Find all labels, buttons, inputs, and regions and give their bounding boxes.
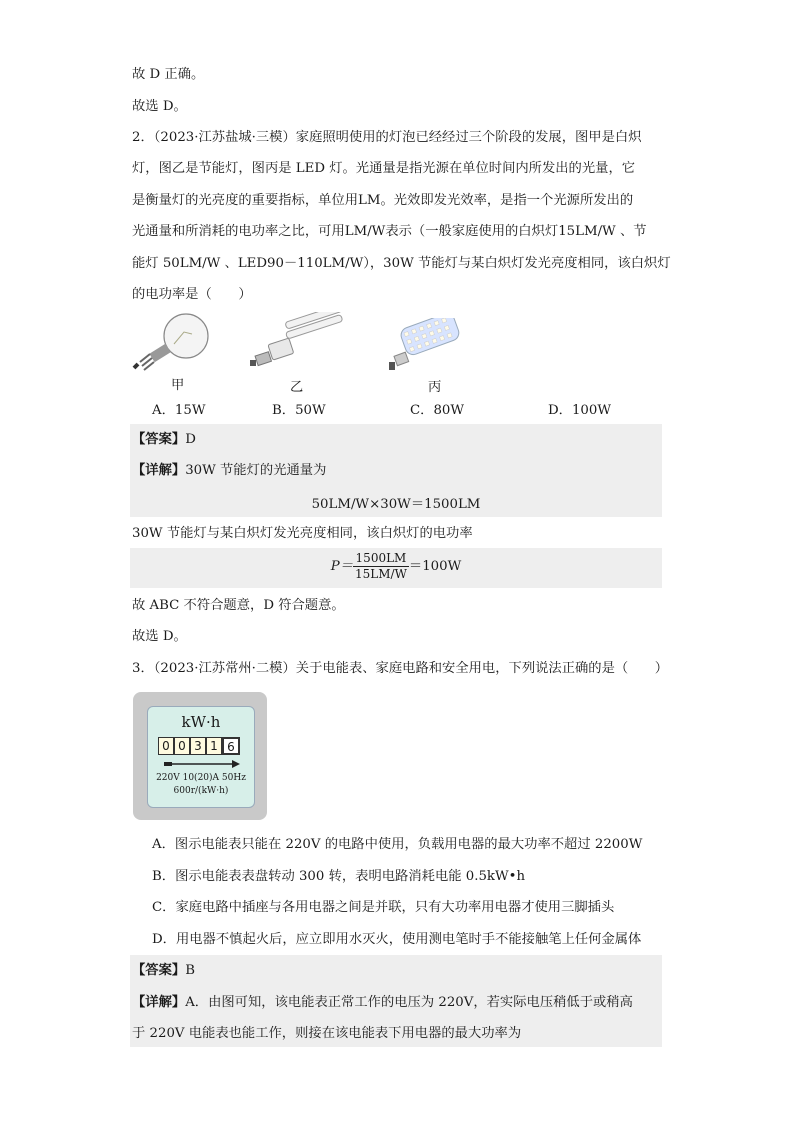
conclusion-line: 故 ABC 不符合题意，D 符合题意。 bbox=[132, 598, 345, 613]
q3-detail-line bbox=[132, 994, 633, 1012]
q3-answer-label: 【答案】 bbox=[132, 963, 186, 978]
text-line: 故 D 正确。 bbox=[132, 67, 205, 82]
equation-2-rhs: ＝100W bbox=[408, 559, 462, 574]
answer-label: 【答案】 bbox=[132, 432, 186, 447]
detail-line bbox=[132, 462, 326, 480]
option-b: B．50W bbox=[272, 403, 326, 418]
q3-option-c: C．家庭电路中插座与各用电器之间是并联，只有大功率用电器才使用三脚插头 bbox=[152, 900, 615, 915]
meter-digit: 0 bbox=[158, 737, 174, 755]
question-2-stem: 2．（2023·江苏盐城·三模）家庭照明使用的灯泡已经经过三个阶段的发展，图甲是白炽 bbox=[132, 130, 642, 145]
caption-bing: 丙 bbox=[428, 380, 442, 395]
detail-line-2: 30W 节能灯与某白炽灯发光亮度相同，该白炽灯的电功率 bbox=[132, 526, 473, 541]
meter-arrow-icon bbox=[162, 759, 242, 769]
caption-jia: 甲 bbox=[171, 378, 185, 393]
option-d: D．100W bbox=[548, 403, 612, 418]
q3-answer-line bbox=[132, 962, 195, 980]
meter-digits bbox=[158, 737, 240, 755]
fraction bbox=[353, 551, 409, 582]
equation-1: 50LM/W×30W＝1500LM bbox=[311, 497, 481, 512]
q3-answer-value: B bbox=[185, 963, 195, 978]
question-2-stem: 的电功率是（ ） bbox=[132, 287, 252, 302]
fraction-denominator: 15LM/W bbox=[355, 567, 407, 581]
question-2-stem: 光通量和所消耗的电功率之比，可用LM/W表示（一般家庭使用的白炽灯15LM/W 、节 bbox=[132, 224, 647, 239]
caption-yi: 乙 bbox=[290, 380, 304, 395]
q3-option-d: D．用电器不慎起火后，应立即用水灭火，使用测电笔时手不能接触笔上任何金属体 bbox=[152, 932, 642, 947]
meter-unit: kW·h bbox=[181, 713, 221, 731]
led-bulb-image bbox=[385, 318, 465, 374]
question-2-stem: 灯，图乙是节能灯，图丙是 LED 灯。光通量是指光源在单位时间内所发出的光量，它 bbox=[132, 161, 636, 176]
electric-meter-image bbox=[133, 692, 267, 820]
answer-value: D bbox=[185, 432, 196, 447]
answer-line bbox=[132, 431, 196, 449]
meter-digit: 6 bbox=[222, 737, 240, 755]
q3-detail-label: 【详解】 bbox=[132, 995, 186, 1010]
meter-spec-1: 220V 10(20)A 50Hz bbox=[156, 773, 246, 783]
question-3-stem: 3．（2023·江苏常州·二模）关于电能表、家庭电路和安全用电，下列说法正确的是（ ） bbox=[132, 661, 669, 676]
meter-spec-2: 600r/(kW·h) bbox=[173, 786, 229, 796]
choose-line: 故选 D。 bbox=[132, 629, 187, 644]
text-line: 故选 D。 bbox=[132, 99, 187, 114]
meter-digit: 3 bbox=[190, 737, 206, 755]
meter-digit: 0 bbox=[174, 737, 190, 755]
q3-option-a: A．图示电能表只能在 220V 的电路中使用，负载用电器的最大功率不超过 2200W bbox=[152, 837, 643, 852]
meter-digit: 1 bbox=[206, 737, 222, 755]
option-a: A．15W bbox=[152, 403, 206, 418]
meter-face bbox=[147, 706, 255, 808]
q3-option-b: B．图示电能表表盘转动 300 转，表明电路消耗电能 0.5kW•h bbox=[152, 869, 526, 884]
energy-saving-bulb-image bbox=[248, 312, 348, 372]
equation-2-lhs: P＝ bbox=[330, 559, 353, 574]
incandescent-bulb-image bbox=[130, 310, 220, 372]
q3-detail-text: A．由图可知，该电能表正常工作的电压为 220V，若实际电压稍低于或稍高 bbox=[185, 995, 633, 1010]
equation-2 bbox=[130, 551, 662, 582]
option-c: C．80W bbox=[410, 403, 465, 418]
detail-text: 30W 节能灯的光通量为 bbox=[185, 463, 327, 478]
question-2-stem: 能灯 50LM/W 、LED90－110LM/W），30W 节能灯与某白炽灯发光亮度相同，该白炽灯 bbox=[132, 256, 671, 271]
question-2-stem: 是衡量灯的光亮度的重要指标，单位用LM。光效即发光效率，是指一个光源所发出的 bbox=[132, 193, 634, 208]
q3-detail-line-2: 于 220V 电能表也能工作，则接在该电能表下用电器的最大功率为 bbox=[132, 1026, 522, 1041]
fraction-numerator: 1500LM bbox=[353, 551, 409, 567]
detail-label: 【详解】 bbox=[132, 463, 186, 478]
